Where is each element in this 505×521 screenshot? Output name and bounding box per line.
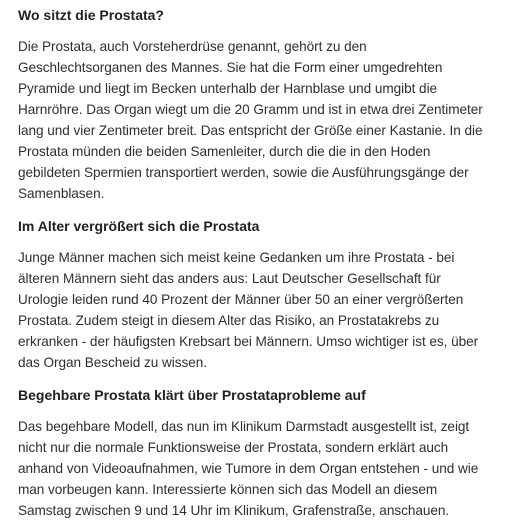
section-walkable-model	[18, 386, 493, 521]
section-prostata-aging	[18, 217, 493, 373]
section-heading: Wo sitzt die Prostata?	[18, 7, 164, 23]
section-paragraph: Die Prostata, auch Vorsteherdrüse genannt, gehört zu den Geschlechtsorganen des Mannes. Sie hat die Form einer umgedrehten Pyramide und liegt im Becken unterhalb der Harnblase und umgibt die Harnröhre. Das Organ wiegt um die 20 Gramm und ist in etwa drei Zentimeter lang und vier Zentimeter breit. Das entspricht der Größe einer Kastanie. In die Prostata münden die beiden Samenleiter, durch die die in den Hoden gebildeten Spermien transportiert werden, sowie die Ausführungsgänge der Samenblasen.	[18, 39, 483, 201]
section-prostata-location	[18, 6, 493, 204]
section-heading: Begehbare Prostata klärt über Prostataprobleme auf	[18, 387, 366, 403]
section-paragraph: Junge Männer machen sich meist keine Gedanken um ihre Prostata - bei älteren Männern sieht das anders aus: Laut Deutscher Gesellschaft für Urologie leiden rund 40 Prozent der Männer über 50 an einer vergrößerten Prostata. Zudem steigt in diesem Alter das Risiko, an Prostatakrebs zu erkranken - der häufigsten Krebsart bei Männern. Umso wichtiger ist es, über das Organ Bescheid zu wissen.	[18, 250, 479, 370]
section-paragraph: Das begehbare Modell, das nun im Klinikum Darmstadt ausgestellt ist, zeigt nicht nur die normale Funktionsweise der Prostata, sondern erklärt auch anhand von Videoaufnahmen, wie Tumore in dem Organ entstehen - und wie man vorbeugen kann. Interessierte können sich das Modell an diesem Samstag zwischen 9 und 14 Uhr im Klinikum, Grafenstraße, anschauen.	[18, 419, 479, 518]
section-heading: Im Alter vergrößert sich die Prostata	[18, 218, 260, 234]
